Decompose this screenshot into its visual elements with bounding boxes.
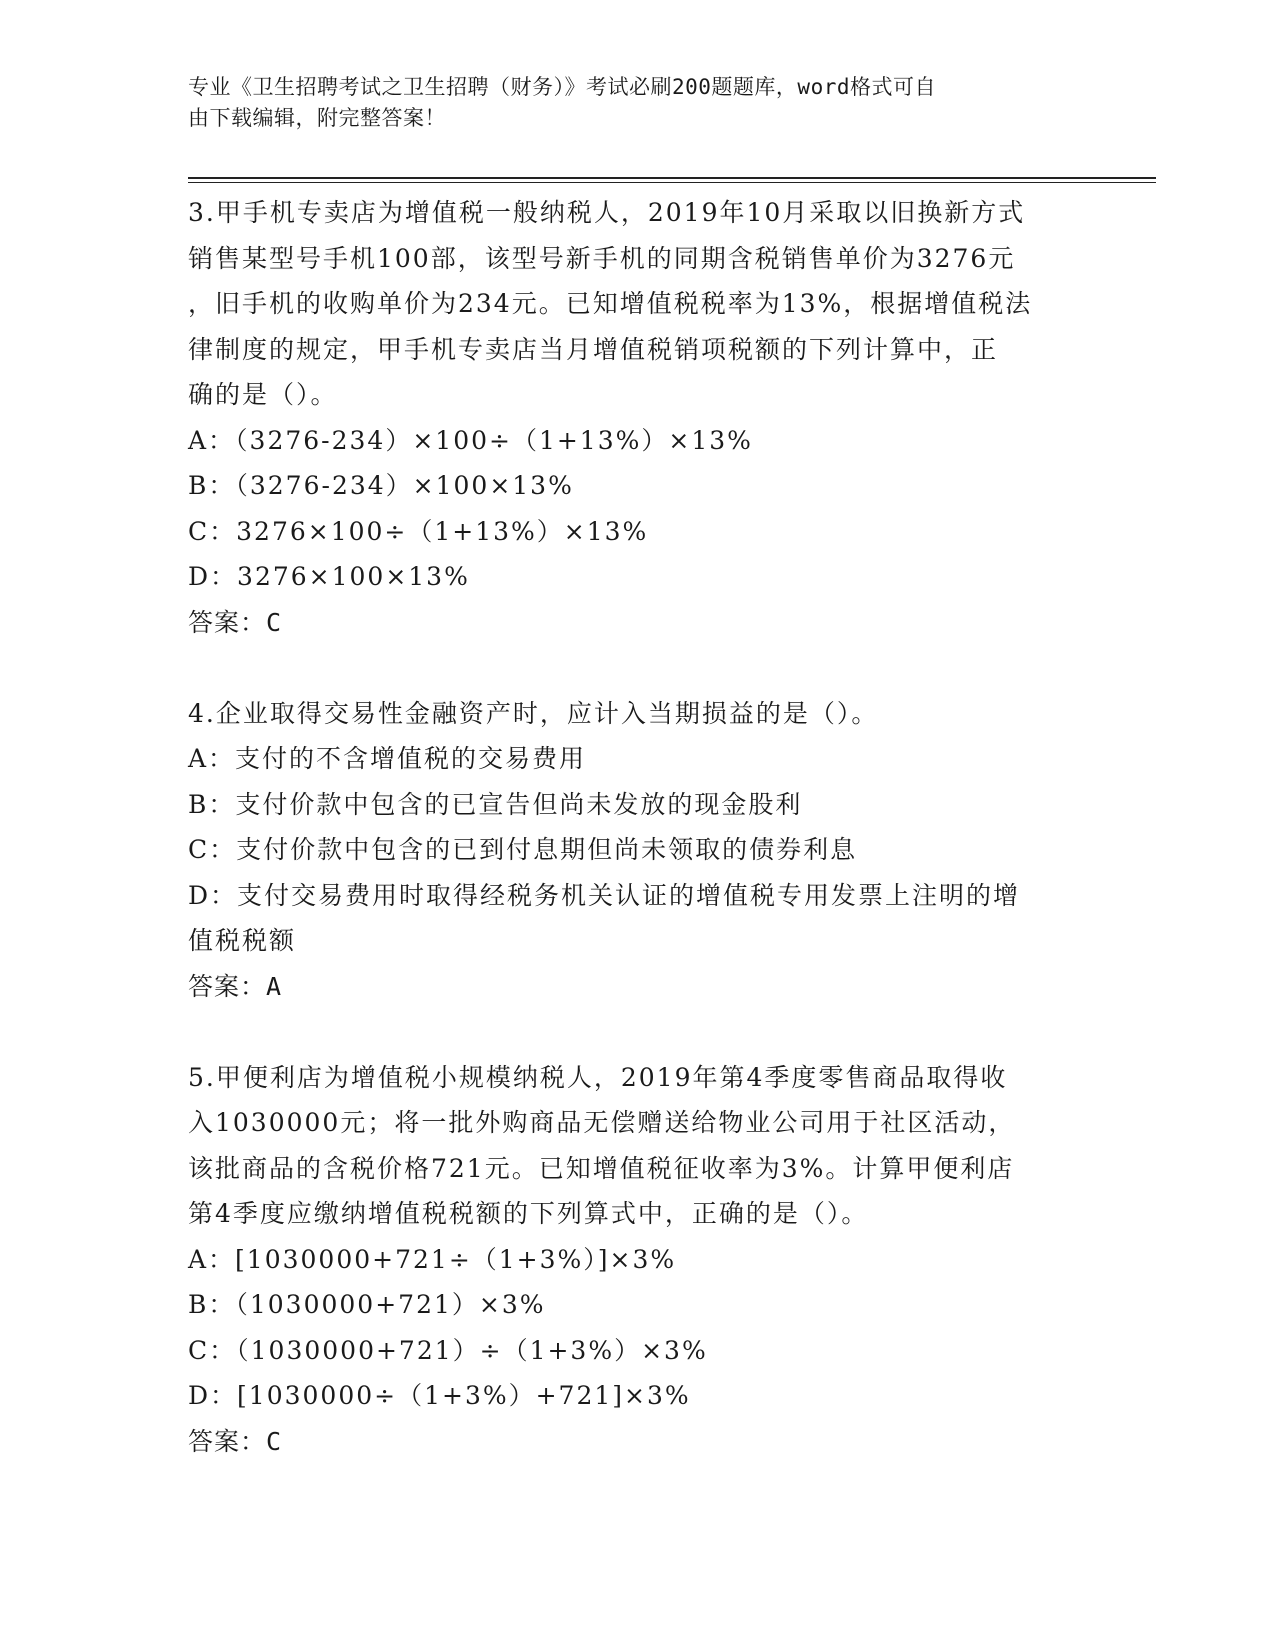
option-c: C：支付价款中包含的已到付息期但尚未领取的债券利息 — [188, 835, 858, 864]
question-stem-line: 入1030000元；将一批外购商品无偿赠送给物业公司用于社区活动， — [188, 1108, 1016, 1137]
header-line: 专业《卫生招聘考试之卫生招聘（财务）》考试必刷200题题库，word格式可自 — [188, 75, 936, 99]
option-b: B：支付价款中包含的已宣告但尚未发放的现金股利 — [188, 789, 803, 819]
question-stem-line: 3.甲手机专卖店为增值税一般纳税人，2019年10月采取以旧换新方式 — [188, 198, 1026, 227]
header-divider-thin — [188, 182, 1156, 183]
question-spacer — [188, 645, 1088, 691]
answer-label: 答案：A — [188, 971, 283, 1001]
question-spacer — [188, 1009, 1088, 1055]
question-list — [188, 190, 1088, 1464]
question-stem-line: 第4季度应缴纳增值税税额的下列算式中，正确的是（）。 — [188, 1199, 869, 1228]
question-stem-line: 4.企业取得交易性金融资产时，应计入当期损益的是（）。 — [188, 698, 879, 728]
question-stem-line: 确的是（）。 — [188, 380, 338, 409]
question-item — [188, 190, 1088, 645]
answer-label: 答案：C — [188, 607, 283, 637]
question-stem-line: 该批商品的含税价格721元。已知增值税征收率为3%。计算甲便利店 — [188, 1153, 1015, 1183]
question-stem-line: ，旧手机的收购单价为234元。已知增值税税率为13%，根据增值税法 — [188, 289, 1033, 318]
option-d: D：支付交易费用时取得经税务机关认证的增值税专用发票上注明的增 — [188, 880, 1021, 910]
document-header — [188, 72, 1088, 134]
question-stem-line: 销售某型号手机100部，该型号新手机的同期含税销售单价为3276元 — [188, 243, 1016, 273]
option-d: D：[1030000÷（1+3%）+721]×3% — [188, 1381, 691, 1410]
question-stem-line: 5.甲便利店为增值税小规模纳税人，2019年第4季度零售商品取得收 — [188, 1062, 1008, 1092]
option-a: A：支付的不含增值税的交易费用 — [188, 744, 587, 773]
question-stem-line: 律制度的规定，甲手机专卖店当月增值税销项税额的下列计算中，正 — [188, 334, 999, 364]
header-divider-thick — [188, 177, 1156, 179]
option-a: A：（3276-234）×100÷（1+13%）×13% — [188, 425, 753, 455]
option-b: B：（1030000+721）×3% — [188, 1290, 546, 1319]
option-d: D：3276×100×13% — [188, 562, 470, 591]
option-c: C：3276×100÷（1+13%）×13% — [188, 516, 649, 546]
header-line: 由下载编辑，附完整答案！ — [188, 106, 446, 130]
question-item — [188, 691, 1088, 1010]
answer-label: 答案：C — [188, 1426, 283, 1456]
option-d-continued: 值税税额 — [188, 926, 297, 955]
option-a: A：[1030000+721÷（1+3%）]×3% — [188, 1244, 677, 1274]
question-item — [188, 1055, 1088, 1465]
option-c: C：（1030000+721）÷（1+3%）×3% — [188, 1335, 708, 1365]
option-b: B：（3276-234）×100×13% — [188, 471, 574, 500]
